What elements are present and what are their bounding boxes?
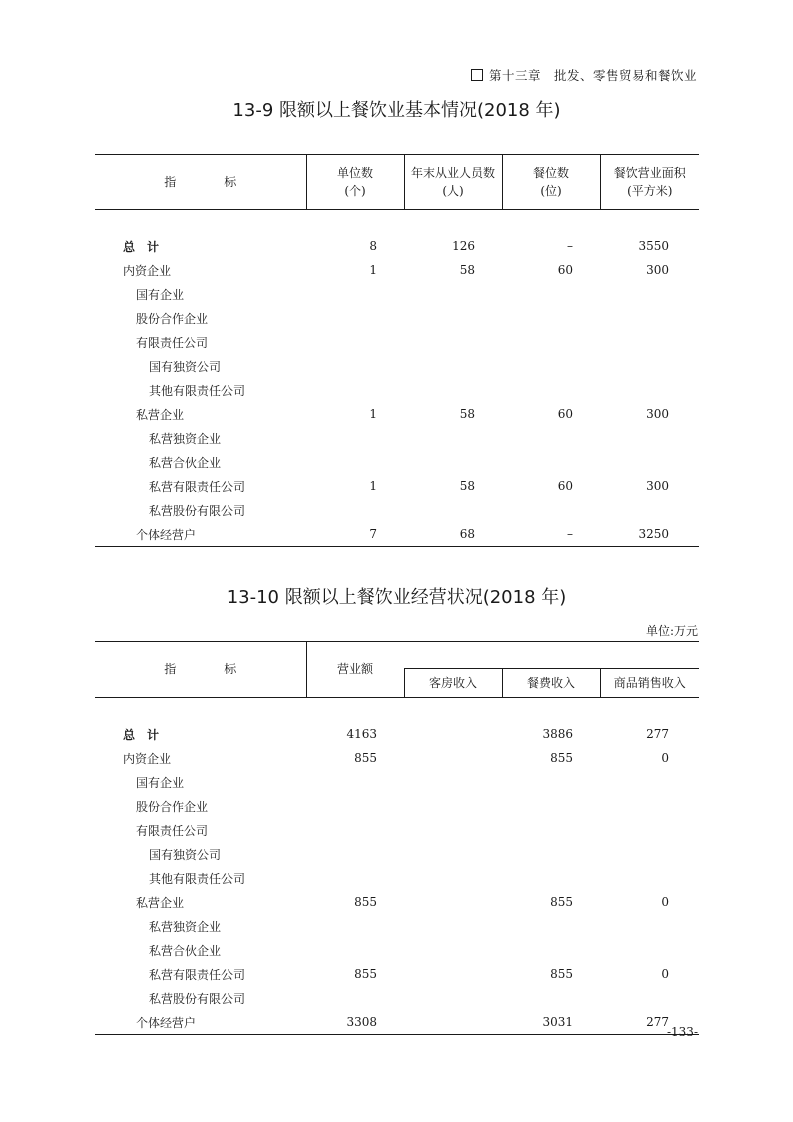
table-row — [95, 746, 699, 770]
table-cell — [600, 426, 699, 450]
table-cell — [306, 866, 404, 890]
table-cell — [404, 450, 502, 474]
table-cell — [306, 842, 404, 866]
table-cell: 58 — [459, 479, 475, 493]
table-cell: 855 — [550, 751, 573, 765]
table-cell — [600, 866, 699, 890]
row-label: 内资企业 — [123, 751, 172, 766]
row-label: 私营有限责任公司 — [149, 967, 246, 982]
table-cell — [404, 746, 502, 770]
table-cell — [404, 498, 502, 522]
table-cell: 3886 — [542, 727, 573, 741]
row-label: 其他有限责任公司 — [149, 871, 246, 886]
table2-sub-col-header: 客房收入 — [404, 669, 502, 698]
table-row — [95, 722, 699, 746]
table-cell — [306, 986, 404, 1010]
table-cell — [306, 770, 404, 794]
table-row — [95, 498, 699, 522]
table-cell: 58 — [459, 263, 475, 277]
table-cell: 3031 — [502, 1010, 600, 1035]
table-cell — [600, 378, 699, 402]
table-cell: 58 — [459, 407, 475, 421]
table-cell — [306, 354, 404, 378]
table-cell — [306, 794, 404, 818]
table-cell: 3308 — [306, 1010, 404, 1035]
table-row — [95, 914, 699, 938]
table1-title: 13-9 限额以上餐饮业基本情况(2018 年) — [232, 100, 561, 121]
row-label: 股份合作企业 — [136, 311, 209, 326]
table-cell — [600, 914, 699, 938]
table1-col-header: 餐饮营业面积 (平方米) — [600, 155, 699, 210]
row-label: 私营企业 — [136, 895, 185, 910]
table-cell — [306, 306, 404, 330]
table-cell — [404, 306, 502, 330]
table-row — [95, 938, 699, 962]
table-cell: 277 — [646, 727, 669, 741]
table-cell — [306, 378, 404, 402]
table2-body — [95, 698, 699, 1035]
table-cell: 60 — [557, 407, 573, 421]
row-label: 私营独资企业 — [149, 919, 222, 934]
table-cell — [502, 354, 600, 378]
table-cell — [404, 890, 502, 914]
table-cell: 126 — [452, 239, 475, 253]
table-cell: 0 — [661, 967, 669, 981]
row-label: 私营有限责任公司 — [149, 479, 246, 494]
row-label: 个体经营户 — [95, 1010, 306, 1035]
row-label: 总 计 — [123, 239, 160, 254]
row-label: 私营独资企业 — [149, 431, 222, 446]
row-label: 国有独资公司 — [149, 847, 222, 862]
table-row — [95, 426, 699, 450]
table-cell: 300 — [646, 479, 669, 493]
table-row — [95, 234, 699, 258]
table-cell — [404, 914, 502, 938]
row-label: 个体经营户 — [95, 522, 306, 547]
table-row — [95, 330, 699, 354]
table-row — [95, 282, 699, 306]
table-cell — [404, 962, 502, 986]
table-cell — [306, 426, 404, 450]
table-cell — [600, 842, 699, 866]
table-cell — [404, 330, 502, 354]
table-cell — [404, 770, 502, 794]
table-cell: 300 — [646, 407, 669, 421]
table-row — [95, 770, 699, 794]
table1-col-header: 单位数 (个) — [306, 155, 404, 210]
table-row — [95, 354, 699, 378]
row-label: 有限责任公司 — [136, 823, 209, 838]
table-cell: 4163 — [346, 727, 377, 741]
table2-sub-col-header: 餐费收入 — [502, 669, 600, 698]
row-label: 其他有限责任公司 — [149, 383, 246, 398]
table2-title: 13-10 限额以上餐饮业经营状况(2018 年) — [226, 587, 567, 608]
table-cell: 60 — [557, 479, 573, 493]
table-cell — [306, 938, 404, 962]
table-cell — [404, 282, 502, 306]
table-cell: 7 — [306, 522, 404, 547]
table-cell: 855 — [354, 967, 377, 981]
table-row — [95, 962, 699, 986]
table-cell — [404, 818, 502, 842]
table-cell: 8 — [369, 239, 377, 253]
table2 — [95, 641, 699, 1035]
table-row — [95, 402, 699, 426]
table-cell: – — [502, 522, 600, 547]
table2-label-header: 指 标 — [95, 642, 306, 698]
row-label: 私营合伙企业 — [149, 943, 222, 958]
table-cell: – — [567, 239, 573, 253]
table-cell — [404, 1010, 502, 1035]
table-cell — [600, 986, 699, 1010]
table-cell — [404, 722, 502, 746]
table1-label-header: 指 标 — [95, 155, 306, 210]
table-cell: 68 — [404, 522, 502, 547]
table-cell: 300 — [646, 263, 669, 277]
table-cell — [404, 794, 502, 818]
table-row — [95, 986, 699, 1010]
table-cell: 855 — [354, 751, 377, 765]
table1-body — [95, 210, 699, 547]
table-cell — [502, 794, 600, 818]
table-cell — [502, 866, 600, 890]
table1-col-header: 餐位数 (位) — [502, 155, 600, 210]
table2-unit-label: 单位:万元 — [645, 624, 698, 638]
table-cell — [502, 770, 600, 794]
table1-col-header: 年末从业人员数 (人) — [404, 155, 502, 210]
table-row — [95, 474, 699, 498]
row-label: 国有企业 — [136, 775, 185, 790]
chapter-title: 第十三章 批发、零售贸易和餐饮业 — [488, 68, 697, 83]
row-label: 私营企业 — [136, 407, 185, 422]
table-row — [95, 842, 699, 866]
table-cell — [600, 818, 699, 842]
table-cell: 0 — [661, 895, 669, 909]
row-label: 私营合伙企业 — [149, 455, 222, 470]
table-cell — [404, 986, 502, 1010]
table-cell — [600, 450, 699, 474]
table-row — [95, 258, 699, 282]
page-number: -133- — [666, 1025, 698, 1039]
table-row — [95, 378, 699, 402]
row-label: 股份合作企业 — [136, 799, 209, 814]
row-label: 私营股份有限公司 — [149, 503, 246, 518]
table-cell — [306, 450, 404, 474]
table-row — [95, 450, 699, 474]
table-row — [95, 794, 699, 818]
table-cell — [404, 426, 502, 450]
table-cell — [306, 818, 404, 842]
row-label: 国有企业 — [136, 287, 185, 302]
table-cell — [502, 282, 600, 306]
table-cell — [404, 842, 502, 866]
table-cell: 1 — [369, 263, 377, 277]
row-label: 有限责任公司 — [136, 335, 209, 350]
table-cell: 277 — [600, 1010, 699, 1035]
table-cell — [600, 770, 699, 794]
table-cell — [502, 426, 600, 450]
table2-main-col-header: 营业额 — [306, 642, 404, 698]
row-label: 国有独资公司 — [149, 359, 222, 374]
table-cell — [404, 938, 502, 962]
table-cell: 855 — [550, 895, 573, 909]
table-cell — [600, 354, 699, 378]
square-icon — [471, 69, 483, 81]
table-cell: 1 — [369, 407, 377, 421]
row-label: 总 计 — [123, 727, 160, 742]
table-cell — [502, 914, 600, 938]
table-row — [95, 818, 699, 842]
table-cell — [502, 498, 600, 522]
table-cell — [502, 378, 600, 402]
table-cell: 3550 — [638, 239, 669, 253]
table-cell: 1 — [369, 479, 377, 493]
row-label: 内资企业 — [123, 263, 172, 278]
table-cell — [404, 866, 502, 890]
table-row — [95, 1010, 699, 1035]
table-cell: 0 — [661, 751, 669, 765]
chapter-header — [471, 66, 697, 84]
table-cell — [502, 818, 600, 842]
table-cell — [306, 498, 404, 522]
table-row — [95, 522, 699, 547]
row-label: 私营股份有限公司 — [149, 991, 246, 1006]
table-cell — [502, 986, 600, 1010]
table-cell — [600, 498, 699, 522]
table-cell — [502, 842, 600, 866]
table-cell: 3250 — [600, 522, 699, 547]
table-cell — [600, 938, 699, 962]
table-cell — [306, 330, 404, 354]
table2-sub-col-header: 商品销售收入 — [600, 669, 699, 698]
table-cell: 855 — [550, 967, 573, 981]
table-cell — [600, 794, 699, 818]
table-cell — [502, 938, 600, 962]
table-cell — [502, 330, 600, 354]
table-cell — [306, 282, 404, 306]
table-row — [95, 890, 699, 914]
table-cell — [600, 282, 699, 306]
table-cell — [502, 306, 600, 330]
table1 — [95, 154, 699, 547]
table-cell — [404, 354, 502, 378]
table-cell — [404, 378, 502, 402]
table-cell: 60 — [557, 263, 573, 277]
table-row — [95, 306, 699, 330]
table-cell — [306, 914, 404, 938]
table-row — [95, 866, 699, 890]
table-cell: 855 — [354, 895, 377, 909]
table-cell — [502, 450, 600, 474]
table-cell — [600, 306, 699, 330]
table-cell — [600, 330, 699, 354]
